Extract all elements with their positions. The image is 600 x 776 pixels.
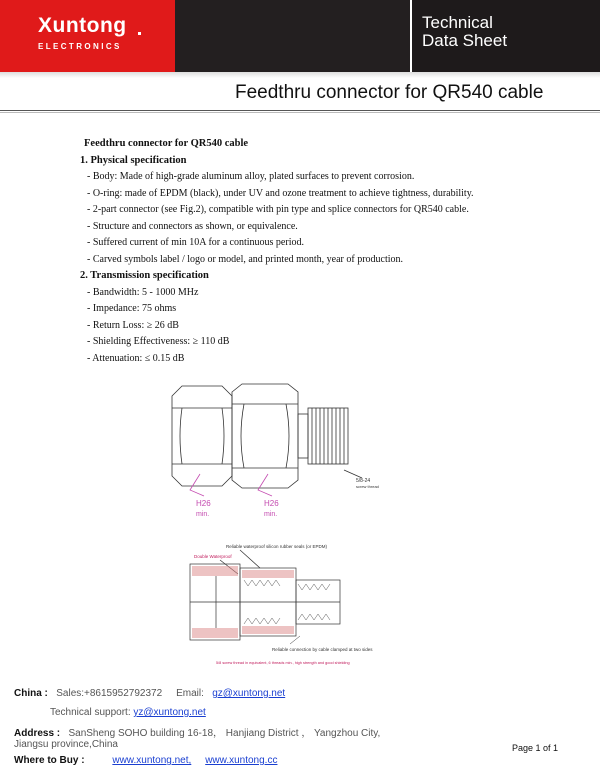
physical-item: - O-ring: made of EPDM (black), under UV and ozone treatment to achieve tightness, durability.	[87, 187, 474, 199]
section-physical-heading: 1. Physical specification	[80, 154, 187, 166]
physical-item: - Suffered current of min 10A for a continuous period.	[87, 237, 304, 248]
cross-section-drawing	[180, 540, 420, 670]
transmission-item: - Shielding Effectiveness: ≥ 110 dB	[87, 336, 230, 347]
brand-dot	[138, 32, 141, 35]
support-email-link[interactable]: yz@xuntong.net	[133, 707, 206, 718]
document-title: Feedthru connector for QR540 cable	[235, 82, 544, 103]
dimension-label-left: H26	[196, 499, 211, 508]
section-transmission-heading: 2. Transmission specification	[80, 270, 209, 281]
dimension-label-right: H26	[264, 499, 279, 508]
site-link-net[interactable]: www.xuntong.net,	[112, 755, 192, 766]
dimension-sub-left: min.	[196, 511, 210, 518]
email-link[interactable]: gz@xuntong.net	[212, 688, 286, 699]
spec-heading: Feedthru connector for QR540 cable	[84, 138, 249, 149]
china-label: China :	[14, 688, 48, 699]
note-seals: Reliable waterproof silicon rubber seals (or EPDM)	[226, 544, 328, 549]
address-label: Address :	[14, 728, 61, 739]
note-thread-spec: 5/8 screw thread in equivalent, 6 threads min., high strength and good shielding	[216, 661, 350, 665]
thread-note-sub: screw thread	[356, 484, 379, 489]
physical-item: - Structure and connectors as shown, or equivalence.	[87, 220, 298, 232]
transmission-item: - Attenuation: ≤ 0.15 dB	[87, 352, 185, 364]
transmission-item: - Bandwidth: 5 - 1000 MHz	[87, 286, 199, 298]
address-text: SanSheng SOHO building 16-18， Hanjiang District ， Yangzhou City,	[68, 728, 381, 739]
sales-phone: Sales:+8615952792372	[56, 688, 163, 699]
dimension-sub-right: min.	[264, 511, 278, 518]
page-number: Page 1 of 1	[512, 743, 559, 753]
title-divider	[0, 110, 600, 111]
where-to-buy-line	[14, 755, 277, 766]
header-divider	[410, 0, 412, 72]
physical-item: - 2-part connector (see Fig.2), compatible with pin type and splice connectors for QR540 cable.	[87, 204, 469, 215]
physical-item: - Carved symbols label / logo or model, and printed month, year of production.	[87, 253, 404, 265]
address-line	[14, 724, 380, 739]
brand-subtitle: ELECTRONICS	[38, 42, 122, 51]
email-label: Email:	[176, 688, 204, 699]
site-link-cc[interactable]: www.xuntong.cc	[205, 755, 278, 766]
spec-body	[80, 136, 550, 367]
transmission-item: - Impedance: 75 ohms	[87, 303, 177, 314]
note-double-waterproof: Double Waterproof	[194, 554, 232, 559]
title-divider-secondary	[0, 112, 600, 113]
header-fade	[0, 72, 600, 78]
transmission-item: - Return Loss: ≥ 26 dB	[87, 319, 179, 331]
connector-drawing	[160, 378, 400, 528]
support-line	[50, 707, 206, 718]
note-cable-clamp: Reliable connection by cable clamped at two sides	[272, 647, 373, 652]
header-title-line1: Technical	[422, 13, 493, 32]
header-title	[422, 14, 507, 50]
brand-logo: Xuntong	[38, 14, 127, 37]
header-title-line2: Data Sheet	[422, 31, 508, 50]
support-label: Technical support:	[50, 707, 131, 718]
contact-china-line	[14, 688, 285, 699]
buy-label: Where to Buy :	[14, 755, 85, 766]
physical-item: - Body: Made of high-grade aluminum alloy, plated surfaces to prevent corrosion.	[87, 171, 415, 182]
thread-note: 5/8-24	[356, 478, 371, 484]
address-line-2: Jiangsu province,China	[14, 739, 118, 750]
